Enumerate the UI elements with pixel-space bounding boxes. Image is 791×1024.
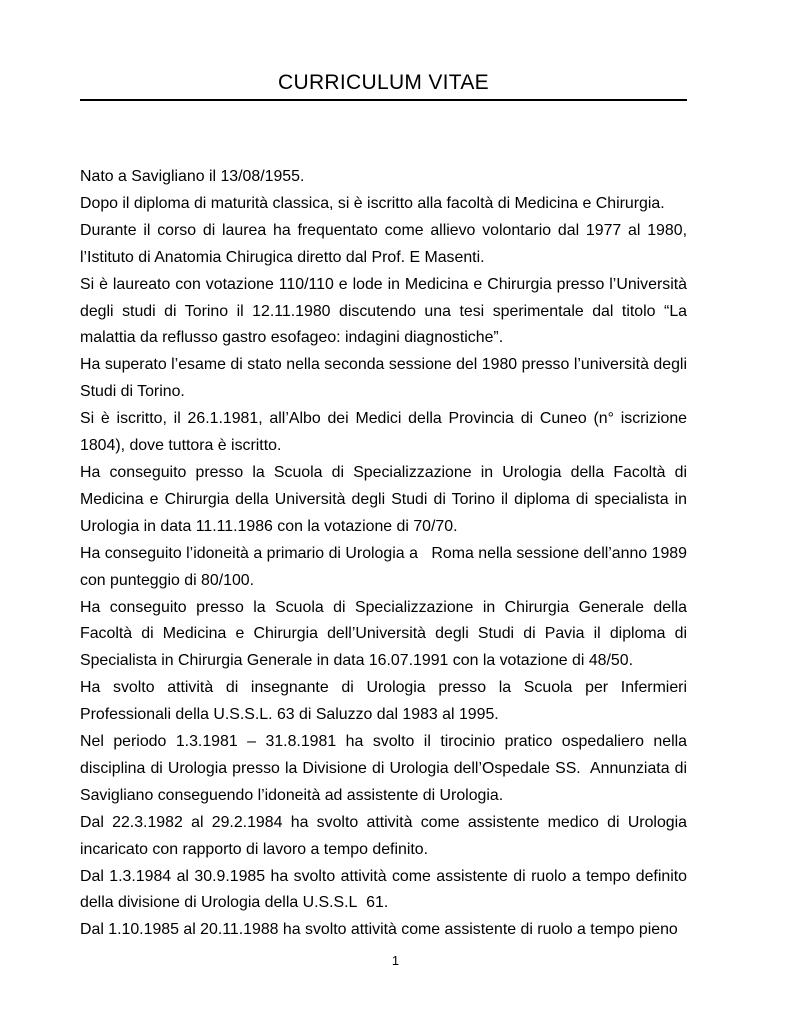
document-title: CURRICULUM VITAE xyxy=(80,71,687,101)
paragraph: Dal 1.3.1984 al 30.9.1985 ha svolto attività come assistente di ruolo a tempo definito della divisione di Urologia della U.S.S.L 61. xyxy=(80,867,687,912)
paragraph: Ha conseguito presso la Scuola di Specializzazione in Chirurgia Generale della Facoltà di Medicina e Chirurgia dell’Università degli Studi di Pavia il diploma di Specialista in Chirurgia Generale in data 16.07.1991 con la votazione di 48/50. xyxy=(80,598,687,670)
paragraph: Ha superato l’esame di stato nella seconda sessione del 1980 presso l’università degli Studi di Torino. xyxy=(80,356,687,401)
document-body xyxy=(80,164,687,944)
paragraph: Dopo il diploma di maturità classica, si è iscritto alla facoltà di Medicina e Chirurgia. xyxy=(80,194,665,212)
paragraph: Ha svolto attività di insegnante di Urologia presso la Scuola per Infermieri Professionali della U.S.S.L. 63 di Saluzzo dal 1983 al 1995. xyxy=(80,679,687,724)
paragraph: Ha conseguito l’idoneità a primario di Urologia a Roma nella sessione dell’anno 1989 con punteggio di 80/100. xyxy=(80,544,687,589)
paragraph: Ha conseguito presso la Scuola di Specializzazione in Urologia della Facoltà di Medicina e Chirurgia della Università degli Studi di Torino il diploma di specialista in Urologia in data 11.11.1986 con la votazione di 70/70. xyxy=(80,463,687,535)
paragraph: Si è iscritto, il 26.1.1981, all’Albo dei Medici della Provincia di Cuneo (n° iscrizione 1804), dove tuttora è iscritto. xyxy=(80,410,687,455)
paragraph: Durante il corso di laurea ha frequentato come allievo volontario dal 1977 al 1980, l’Istituto di Anatomia Chirugica diretto dal Prof. E Masenti. xyxy=(80,221,687,266)
paragraph: Dal 1.10.1985 al 20.11.1988 ha svolto attività come assistente di ruolo a tempo pieno xyxy=(80,921,678,939)
paragraph: Nel periodo 1.3.1981 – 31.8.1981 ha svolto il tirocinio pratico ospedaliero nella disciplina di Urologia presso la Divisione di Urologia dell’Ospedale SS. Annunziata di Savigliano conseguendo l’idoneità ad assistente di Urologia. xyxy=(80,733,687,804)
page-number: 1 xyxy=(391,953,400,968)
document-content xyxy=(80,0,687,944)
paragraph: Si è laureato con votazione 110/110 e lode in Medicina e Chirurgia presso l’Università degli studi di Torino il 12.11.1980 discutendo una tesi sperimentale dal titolo “La malattia da reflusso gastro esofageo: indagini diagnostiche”. xyxy=(80,275,687,347)
paragraph: Nato a Savigliano il 13/08/1955. xyxy=(80,168,305,185)
paragraph: Dal 22.3.1982 al 29.2.1984 ha svolto attività come assistente medico di Urologia incaricato con rapporto di lavoro a tempo definito. xyxy=(80,813,687,858)
